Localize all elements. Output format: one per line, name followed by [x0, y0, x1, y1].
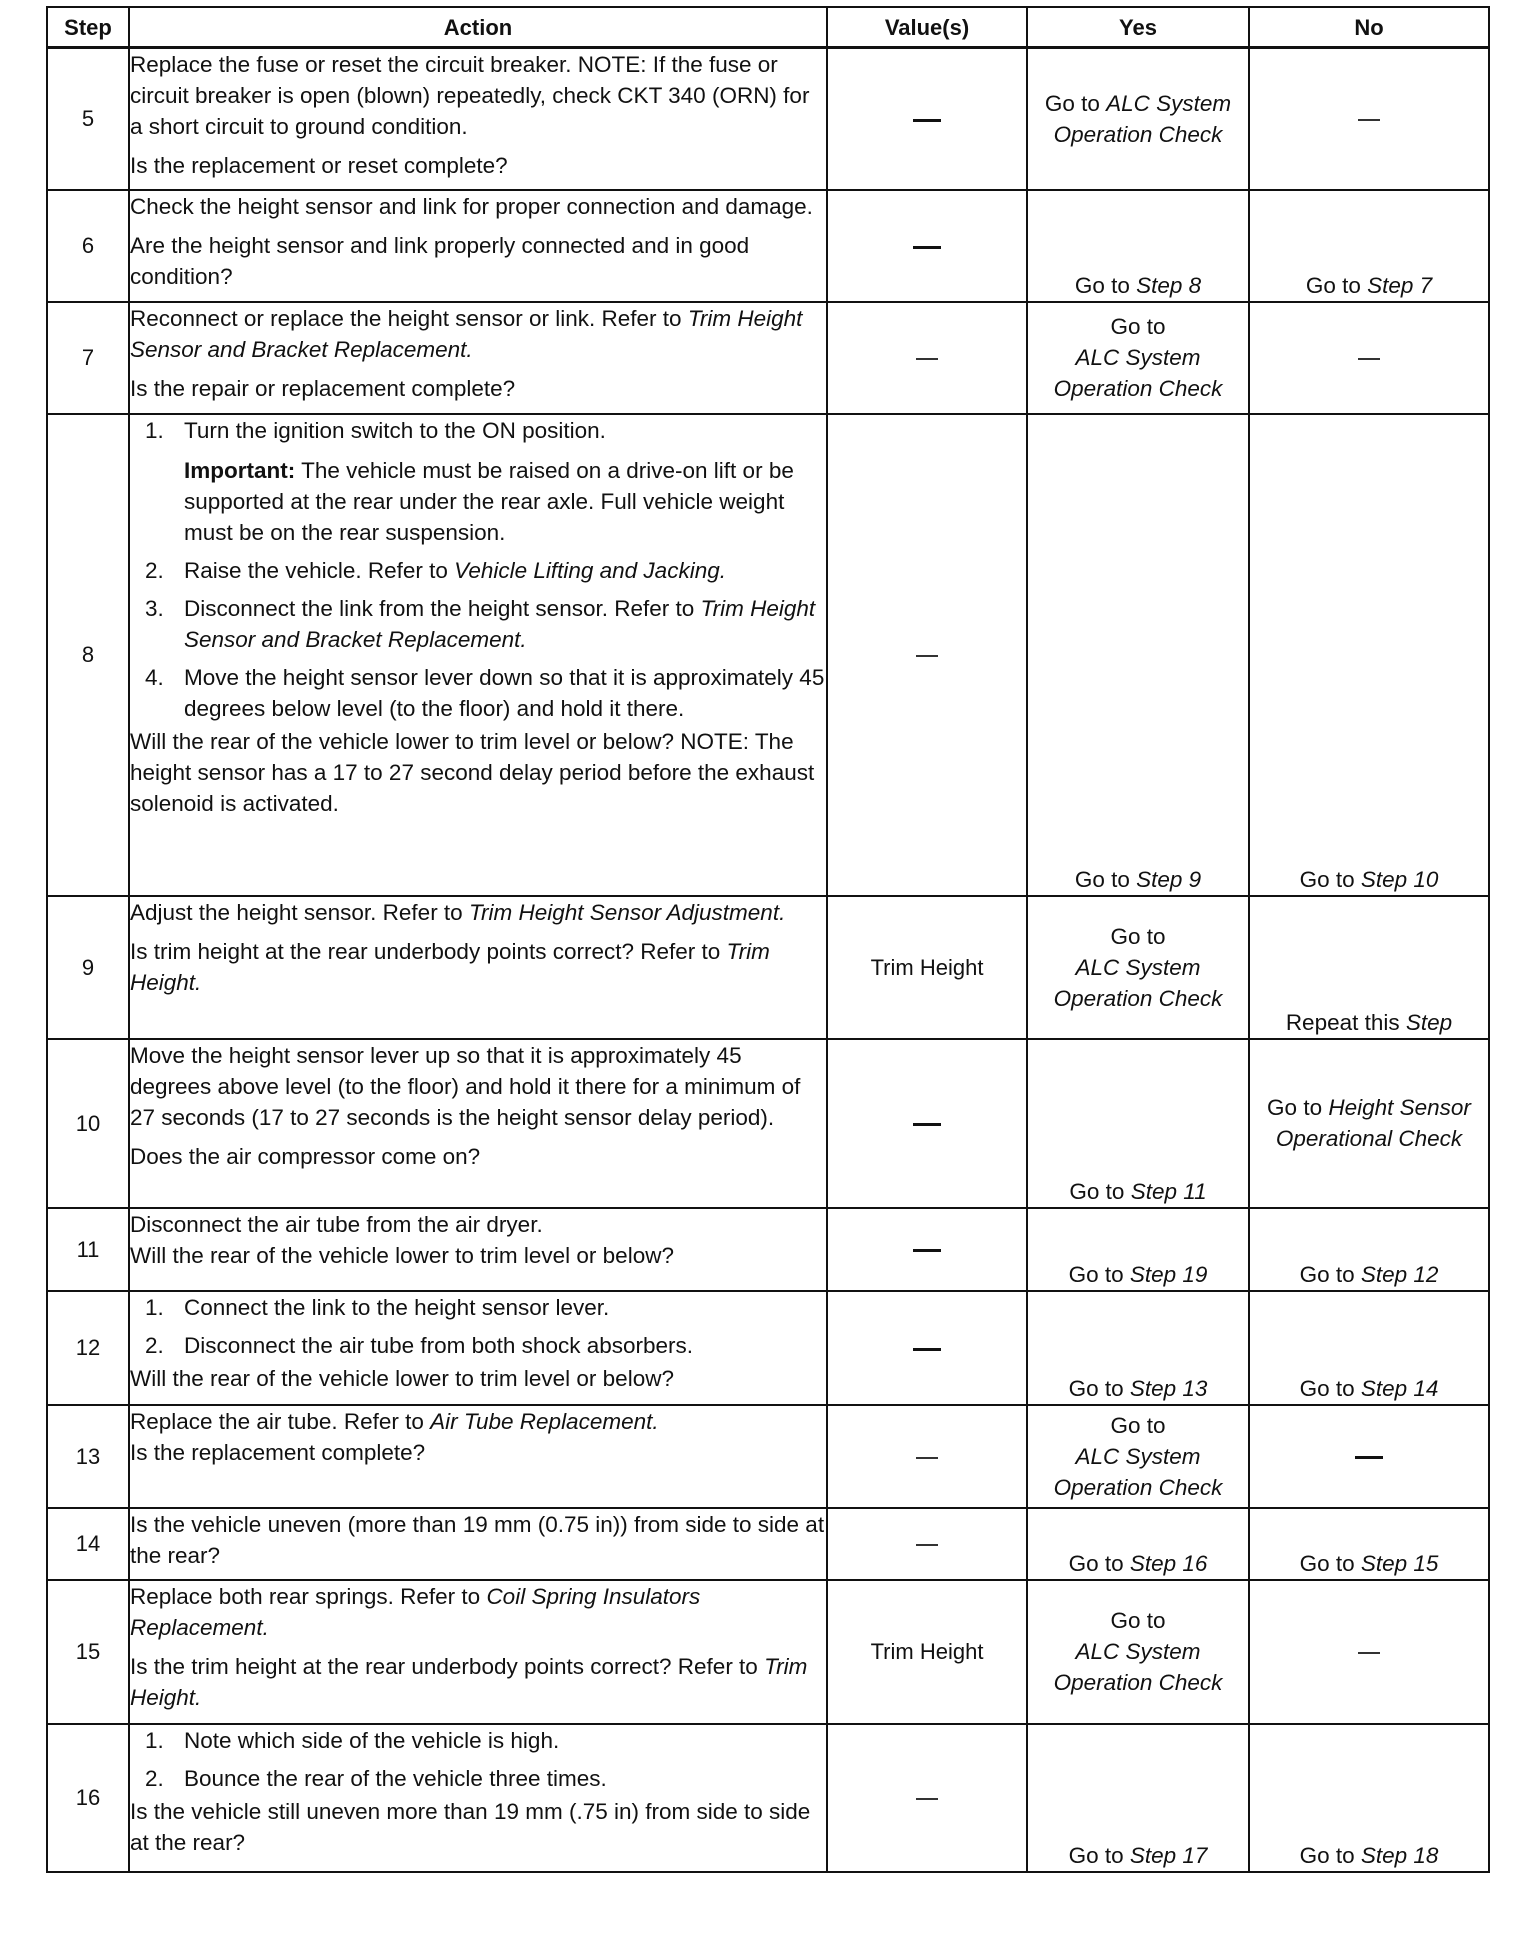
action-link[interactable]: Trim Height Sensor and Bracket Replacement. — [130, 305, 803, 362]
no-prefix: Go to — [1299, 1261, 1361, 1287]
list-item — [170, 593, 826, 655]
table-row — [47, 1405, 1489, 1508]
action-text: Replace the fuse or reset the circuit breaker. NOTE: If the fuse or circuit breaker is open (blown) repeatedly, check CKT 340 (ORN) for a short circuit to ground condition. — [130, 52, 810, 139]
table-row — [47, 1508, 1489, 1580]
no-prefix: Go to — [1305, 272, 1368, 298]
yes-cell — [1027, 1039, 1249, 1208]
no-link[interactable]: Step 7 — [1367, 272, 1433, 298]
header-step: Step — [47, 7, 129, 48]
action-question: Is the repair or replacement complete? — [130, 375, 516, 401]
yes-prefix: Go to — [1110, 314, 1166, 339]
list-item-text: Disconnect the air tube from both shock absorbers. — [184, 1332, 694, 1358]
no-link[interactable]: Step 14 — [1360, 1375, 1439, 1401]
list-item-text: Disconnect the link from the height sensor. Refer to — [184, 595, 701, 621]
yes-link[interactable]: ALC System Operation Check — [1053, 954, 1223, 1011]
action-text — [130, 1406, 826, 1437]
action-text: Move the height sensor lever up so that it is approximately 45 degrees above level (to the floor) and hold it there for a minimum of 27 seconds (17 to 27 seconds is the height sensor delay period). — [130, 1042, 801, 1130]
step-number: 14 — [47, 1508, 129, 1580]
action-text-prefix: Adjust the height sensor. Refer to — [130, 899, 469, 925]
table-row — [47, 302, 1489, 414]
yes-link[interactable]: ALC System Operation Check — [1053, 1443, 1223, 1500]
yes-link[interactable]: Step 9 — [1136, 866, 1202, 892]
no-prefix: Repeat this — [1285, 1009, 1406, 1035]
yes-cell — [1027, 302, 1249, 414]
yes-cell — [1027, 1208, 1249, 1291]
step-number: 6 — [47, 190, 129, 302]
important-note — [184, 455, 826, 548]
action-text-prefix: Replace both rear springs. Refer to — [130, 1583, 487, 1609]
no-cell — [1249, 1208, 1489, 1291]
yes-prefix: Go to — [1068, 1375, 1130, 1401]
dash-mark — [913, 1249, 941, 1252]
action-text: Check the height sensor and link for proper connection and damage. — [130, 193, 813, 219]
action-question-prefix: Is the trim height at the rear underbody points correct? Refer to — [130, 1653, 765, 1679]
action-question: Is the replacement complete? — [130, 1439, 426, 1465]
no-cell — [1249, 1724, 1489, 1872]
action-question: Will the rear of the vehicle lower to trim level or below? — [130, 1365, 674, 1391]
dash-mark — [1358, 1652, 1380, 1654]
yes-prefix: Go to — [1074, 272, 1137, 298]
yes-cell — [1027, 1580, 1249, 1724]
action-question: Does the air compressor come on? — [130, 1143, 481, 1169]
step-number: 12 — [47, 1291, 129, 1405]
yes-link[interactable]: Step 13 — [1129, 1375, 1208, 1401]
yes-cell — [1027, 1291, 1249, 1405]
action-link[interactable]: Trim Height Sensor Adjustment. — [468, 899, 786, 925]
yes-link[interactable]: Step 16 — [1129, 1550, 1208, 1576]
value-cell — [827, 1405, 1027, 1508]
step-number: 9 — [47, 896, 129, 1039]
dash-mark — [913, 1123, 941, 1126]
yes-cell — [1027, 48, 1249, 190]
no-cell — [1249, 190, 1489, 302]
yes-link[interactable]: Step 11 — [1130, 1178, 1207, 1204]
no-link[interactable]: Step — [1405, 1009, 1453, 1035]
table-row — [47, 1580, 1489, 1724]
value-cell — [827, 302, 1027, 414]
list-item-text: Connect the link to the height sensor lever. — [184, 1294, 610, 1320]
action-question: Will the rear of the vehicle lower to trim level or below? NOTE: The height sensor has a 17 to 27 second delay period before the exhaust solenoid is activated. — [130, 728, 815, 816]
action-question — [130, 1651, 826, 1713]
procedure-list — [130, 1292, 826, 1361]
yes-link[interactable]: ALC System Operation Check — [1053, 1639, 1223, 1695]
yes-link[interactable]: Step 19 — [1129, 1261, 1208, 1287]
list-item-text: Turn the ignition switch to the ON position. — [184, 417, 606, 443]
dash-mark — [1358, 358, 1380, 360]
no-cell — [1249, 1291, 1489, 1405]
table-row — [47, 414, 1489, 896]
action-text — [130, 1581, 826, 1643]
action-question: Is the vehicle still uneven more than 19 mm (.75 in) from side to side at the rear? — [130, 1798, 811, 1855]
dash-mark — [916, 1798, 938, 1800]
dash-mark — [916, 1544, 938, 1546]
diagnostic-table — [46, 6, 1490, 1873]
no-prefix: Go to — [1299, 1375, 1361, 1401]
no-cell — [1249, 48, 1489, 190]
list-item-text: Note which side of the vehicle is high. — [184, 1727, 560, 1753]
yes-link[interactable]: ALC System Operation Check — [1053, 90, 1232, 147]
no-prefix: Go to — [1299, 1842, 1361, 1868]
action-cell — [129, 1291, 827, 1405]
dash-mark — [916, 358, 938, 360]
no-cell — [1249, 1039, 1489, 1208]
header-yes: Yes — [1027, 7, 1249, 48]
dash-mark — [913, 1348, 941, 1351]
dash-mark — [916, 655, 938, 657]
table-row — [47, 896, 1489, 1039]
table-row — [47, 1039, 1489, 1208]
table-row — [47, 1724, 1489, 1872]
yes-cell — [1027, 1405, 1249, 1508]
action-question-prefix: Is trim height at the rear underbody points correct? Refer to — [130, 938, 727, 964]
action-cell — [129, 302, 827, 414]
step-number: 7 — [47, 302, 129, 414]
dash-mark — [1355, 1456, 1383, 1459]
no-link[interactable]: Step 10 — [1360, 866, 1439, 892]
action-text-prefix: Reconnect or replace the height sensor or link. Refer to — [130, 305, 688, 331]
action-text — [130, 303, 826, 365]
action-cell — [129, 48, 827, 190]
yes-cell — [1027, 896, 1249, 1039]
yes-link[interactable]: ALC System Operation Check — [1053, 345, 1223, 401]
yes-cell — [1027, 1724, 1249, 1872]
value-cell: Trim Height — [827, 896, 1027, 1039]
step-number: 16 — [47, 1724, 129, 1872]
action-cell — [129, 1208, 827, 1291]
no-prefix: Go to — [1299, 1550, 1361, 1576]
yes-prefix: Go to — [1110, 923, 1166, 949]
value-cell: Trim Height — [827, 1580, 1027, 1724]
value-cell — [827, 1208, 1027, 1291]
yes-prefix: Go to — [1074, 866, 1137, 892]
table-row — [47, 1208, 1489, 1291]
value-cell — [827, 1291, 1027, 1405]
list-item-text: Bounce the rear of the vehicle three times. — [184, 1765, 607, 1791]
list-item — [170, 662, 826, 724]
action-text — [130, 897, 826, 928]
yes-prefix: Go to — [1068, 1261, 1130, 1287]
table-row — [47, 1291, 1489, 1405]
no-cell — [1249, 414, 1489, 896]
action-question: Is the vehicle uneven (more than 19 mm (0.75 in)) from side to side at the rear? — [130, 1511, 825, 1568]
list-item-text: Move the height sensor lever down so that it is approximately 45 degrees below level (to the floor) and hold it there. — [184, 664, 825, 721]
yes-prefix: Go to — [1068, 1842, 1130, 1868]
no-cell — [1249, 896, 1489, 1039]
no-cell — [1249, 302, 1489, 414]
no-link[interactable]: Step 15 — [1360, 1550, 1439, 1576]
value-cell — [827, 190, 1027, 302]
procedure-list — [130, 415, 826, 724]
list-item-text: Raise the vehicle. Refer to — [184, 557, 455, 583]
yes-cell — [1027, 414, 1249, 896]
list-item — [170, 555, 826, 586]
no-cell — [1249, 1580, 1489, 1724]
action-link[interactable]: Coil Spring Insulators Replacement. — [130, 1583, 701, 1640]
yes-prefix: Go to — [1110, 1608, 1166, 1633]
list-item — [170, 415, 826, 548]
action-cell — [129, 896, 827, 1039]
action-question: Will the rear of the vehicle lower to trim level or below? — [130, 1242, 674, 1268]
action-link[interactable]: Trim Height. — [130, 1653, 808, 1710]
step-number: 11 — [47, 1208, 129, 1291]
header-no: No — [1249, 7, 1489, 48]
action-cell — [129, 1508, 827, 1580]
list-item — [170, 1763, 826, 1794]
yes-cell — [1027, 1508, 1249, 1580]
value-cell — [827, 414, 1027, 896]
action-link[interactable]: Trim Height Sensor and Bracket Replacement. — [184, 595, 816, 652]
list-item — [170, 1330, 826, 1361]
dash-mark — [916, 1457, 938, 1459]
action-cell — [129, 1039, 827, 1208]
header-row — [47, 7, 1489, 48]
action-link[interactable]: Trim Height. — [130, 938, 770, 995]
important-label: Important: — [184, 457, 296, 483]
value-cell — [827, 48, 1027, 190]
action-question: Is the replacement or reset complete? — [130, 153, 508, 178]
value-cell — [827, 1724, 1027, 1872]
action-text: Disconnect the air tube from the air dryer. — [130, 1211, 543, 1237]
yes-link[interactable]: Step 17 — [1129, 1842, 1208, 1868]
dash-mark — [913, 119, 941, 122]
list-item — [170, 1292, 826, 1323]
no-link[interactable]: Step 18 — [1360, 1842, 1439, 1868]
no-link[interactable]: Height Sensor Operational Check — [1275, 1095, 1471, 1151]
no-prefix: Go to — [1299, 866, 1361, 892]
important-text: The vehicle must be raised on a drive-on lift or be supported at the rear under the rear axle. Full vehicle weight must be on the rear suspension. — [184, 457, 794, 545]
no-prefix: Go to — [1267, 1095, 1329, 1120]
action-cell — [129, 414, 827, 896]
yes-prefix: Go to — [1110, 1412, 1166, 1438]
dash-mark — [913, 246, 941, 249]
step-number: 10 — [47, 1039, 129, 1208]
action-question: Are the height sensor and link properly connected and in good condition? — [130, 232, 750, 289]
yes-cell — [1027, 190, 1249, 302]
yes-prefix: Go to — [1044, 90, 1107, 116]
header-action: Action — [129, 7, 827, 48]
list-item — [170, 1725, 826, 1756]
value-cell — [827, 1039, 1027, 1208]
step-number: 15 — [47, 1580, 129, 1724]
table-row — [47, 190, 1489, 302]
dash-mark — [1358, 119, 1380, 121]
action-text-prefix: Replace the air tube. Refer to — [130, 1408, 431, 1434]
action-cell — [129, 1405, 827, 1508]
no-link[interactable]: Step 12 — [1360, 1261, 1439, 1287]
action-cell — [129, 1724, 827, 1872]
action-cell — [129, 1580, 827, 1724]
yes-prefix: Go to — [1069, 1178, 1131, 1204]
value-cell — [827, 1508, 1027, 1580]
step-number: 5 — [47, 48, 129, 190]
action-cell — [129, 190, 827, 302]
header-values: Value(s) — [827, 7, 1027, 48]
yes-prefix: Go to — [1068, 1550, 1130, 1576]
step-number: 8 — [47, 414, 129, 896]
action-question — [130, 936, 826, 998]
no-cell — [1249, 1405, 1489, 1508]
table-row — [47, 48, 1489, 190]
no-cell — [1249, 1508, 1489, 1580]
step-number: 13 — [47, 1405, 129, 1508]
action-link[interactable]: Vehicle Lifting and Jacking. — [454, 557, 726, 583]
yes-link[interactable]: Step 8 — [1136, 272, 1202, 298]
action-link[interactable]: Air Tube Replacement. — [430, 1408, 659, 1434]
procedure-list — [130, 1725, 826, 1794]
